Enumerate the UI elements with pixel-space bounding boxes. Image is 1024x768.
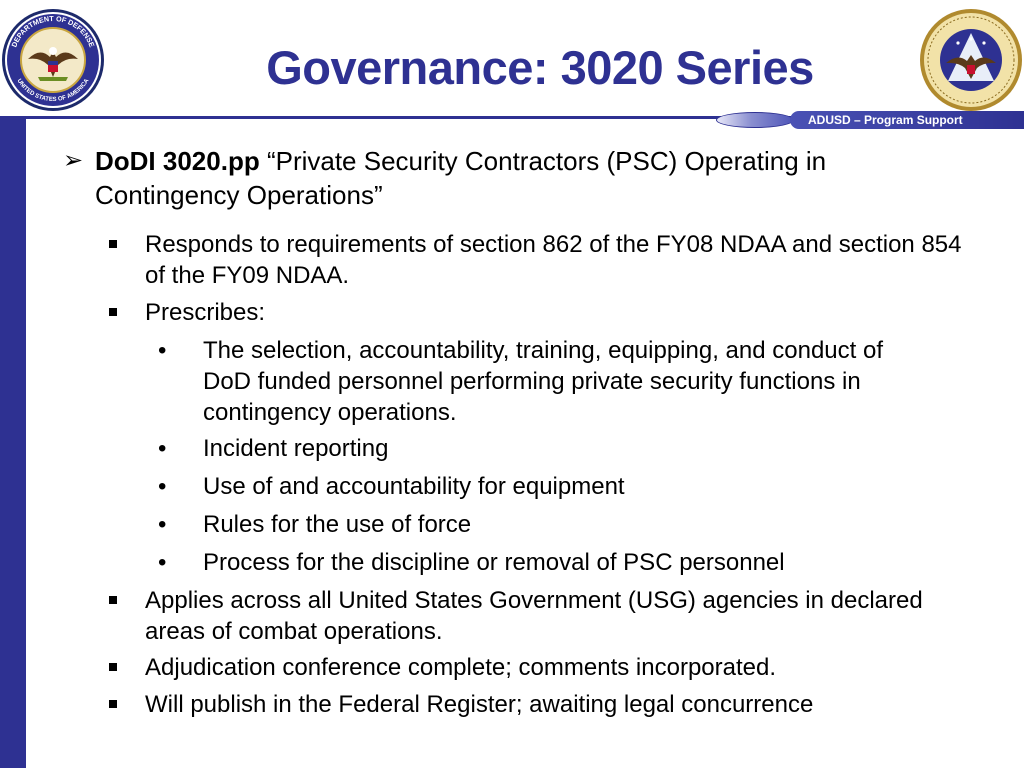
sub-list-item-text: Use of and accountability for equipment [203, 473, 625, 500]
square-bullet-icon [109, 240, 117, 248]
list-item-text: Prescribes: [145, 299, 266, 326]
dot-bullet-icon: • [158, 549, 167, 576]
list-item-text: Applies across all United States Government (USG) agencies in declared areas of combat operations. [145, 587, 923, 645]
main-bullet-label: DoDI 3020.pp [95, 146, 260, 176]
list-item-text: Responds to requirements of section 862 of the FY08 NDAA and section 854 of the FY09 NDAA. [145, 231, 962, 289]
sub-list-item [158, 471, 923, 502]
dot-bullet-icon: • [158, 337, 167, 364]
sub-list-item [158, 335, 923, 428]
square-bullet-icon [109, 596, 117, 604]
sub-list-item-text: The selection, accountability, training, equipping, and conduct of DoD funded personnel performing private security functions in contingency operations. [203, 337, 883, 426]
square-bullet-icon [109, 663, 117, 671]
sub-list-item-text: Process for the discipline or removal of PSC personnel [203, 549, 785, 576]
main-bullet [63, 144, 975, 212]
list-item-text: Adjudication conference complete; comments incorporated. [145, 654, 777, 681]
list-item [145, 585, 975, 647]
sub-list-item-text: Incident reporting [203, 435, 389, 462]
sub-list-item [158, 509, 923, 540]
square-bullet-icon [109, 700, 117, 708]
list-item [145, 689, 975, 720]
dot-bullet-icon: • [158, 435, 167, 462]
list-item [145, 229, 975, 291]
list-item [145, 652, 975, 683]
sub-list-item [158, 433, 923, 464]
arrow-bullet-icon: ➢ [63, 147, 84, 174]
sub-list-item [158, 547, 923, 578]
dot-bullet-icon: • [158, 511, 167, 538]
sub-list-item-text: Rules for the use of force [203, 511, 472, 538]
seal-bottom-text: UNITED STATES OF AMERICA [15, 78, 91, 104]
list-item-text: Will publish in the Federal Register; awaiting legal concurrence [145, 691, 814, 718]
page-title: Governance: 3020 Series [266, 41, 814, 94]
banner-label: ADUSD – Program Support [808, 113, 963, 127]
seal-top-text: DEPARTMENT OF DEFENSE [9, 13, 97, 49]
dot-bullet-icon: • [158, 473, 167, 500]
square-bullet-icon [109, 308, 117, 316]
list-item [145, 297, 975, 328]
main-bullet-text: “Private Security Contractors (PSC) Operating in Contingency Operations” [95, 146, 827, 210]
